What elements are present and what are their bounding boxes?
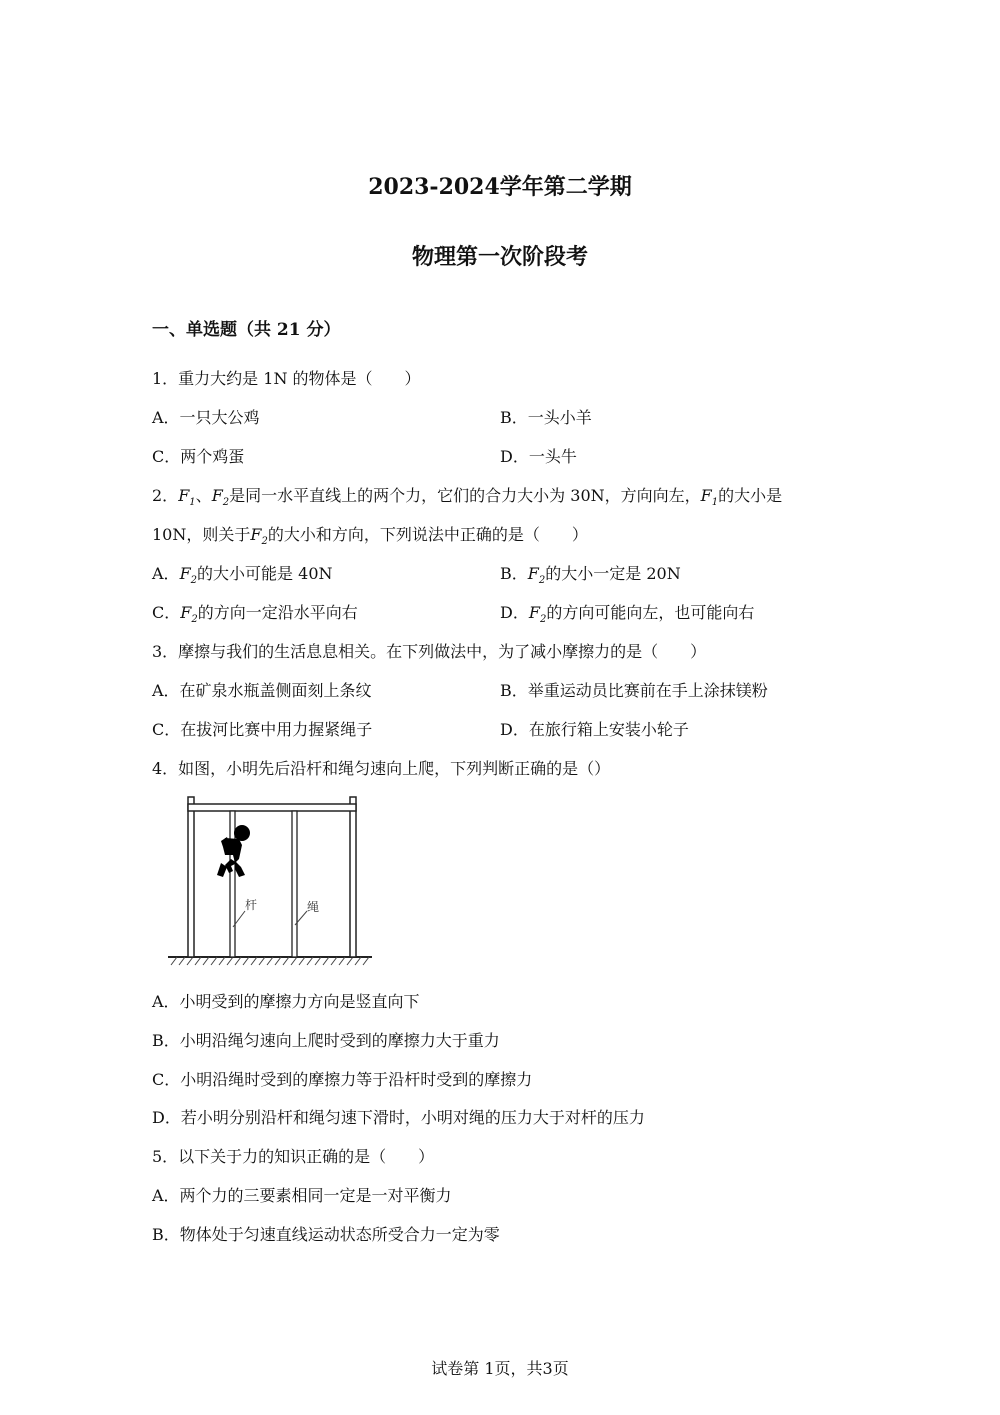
q3-option-a: A．在矿泉水瓶盖侧面刻上条纹 [152, 681, 372, 700]
q1-option-c: C．两个鸡蛋 [152, 447, 245, 466]
q1-option-b: B．一头小羊 [500, 408, 592, 427]
climbing-figure [165, 793, 375, 968]
q1-stem: 1．重力大约是 1N 的物体是（ ） [152, 369, 421, 388]
q2-stem-line1: 2．$F_1$、$F_2$是同一水平直线上的两个力，它们的合力大小为 30N，方向向左，$F_1$的大小是 [152, 486, 783, 509]
q1-option-a: A．一只大公鸡 [152, 408, 260, 427]
q4-option-a: A．小明受到的摩擦力方向是竖直向下 [152, 992, 420, 1011]
q4-option-d: D．若小明分别沿杆和绳匀速下滑时，小明对绳的压力大于对杆的压力 [152, 1108, 645, 1127]
q5-option-b: B．物体处于匀速直线运动状态所受合力一定为零 [152, 1225, 500, 1244]
q2-option-a: A．$F_2$的大小可能是 40N [152, 564, 333, 587]
q3-stem: 3．摩擦与我们的生活息息相关。在下列做法中，为了减小摩擦力的是（ ） [152, 642, 707, 661]
rope-label: 绳 [307, 900, 320, 914]
page-footer: 试卷第 1页，共3页 [431, 1359, 569, 1378]
q4-stem: 4．如图，小明先后沿杆和绳匀速向上爬，下列判断正确的是（） [152, 759, 611, 778]
exam-subtitle: 物理第一次阶段考 [411, 244, 588, 270]
q1-option-d: D．一头牛 [500, 447, 577, 466]
q3-option-c: C．在拔河比赛中用力握紧绳子 [152, 720, 373, 739]
q4-option-b: B．小明沿绳匀速向上爬时受到的摩擦力大于重力 [152, 1031, 500, 1050]
section-heading: 一、单选题（共 21 分） [152, 320, 341, 340]
q2-option-c: C．$F_2$的方向一定沿水平向右 [152, 603, 358, 626]
q2-option-d: D．$F_2$的方向可能向左，也可能向右 [500, 603, 755, 626]
q2-stem-line2: 10N，则关于$F_2$的大小和方向，下列说法中正确的是（ ） [152, 525, 588, 548]
q5-stem: 5．以下关于力的知识正确的是（ ） [152, 1147, 435, 1166]
q5-option-a: A．两个力的三要素相同一定是一对平衡力 [152, 1186, 452, 1205]
q2-option-b: B．$F_2$的大小一定是 20N [500, 564, 681, 587]
exam-title: 2023-2024学年第二学期 [368, 174, 632, 200]
q3-option-b: B．举重运动员比赛前在手上涂抹镁粉 [500, 681, 768, 700]
pole-label: 杆 [245, 898, 258, 912]
q3-option-d: D．在旅行箱上安装小轮子 [500, 720, 689, 739]
q4-option-c: C．小明沿绳时受到的摩擦力等于沿杆时受到的摩擦力 [152, 1070, 533, 1089]
